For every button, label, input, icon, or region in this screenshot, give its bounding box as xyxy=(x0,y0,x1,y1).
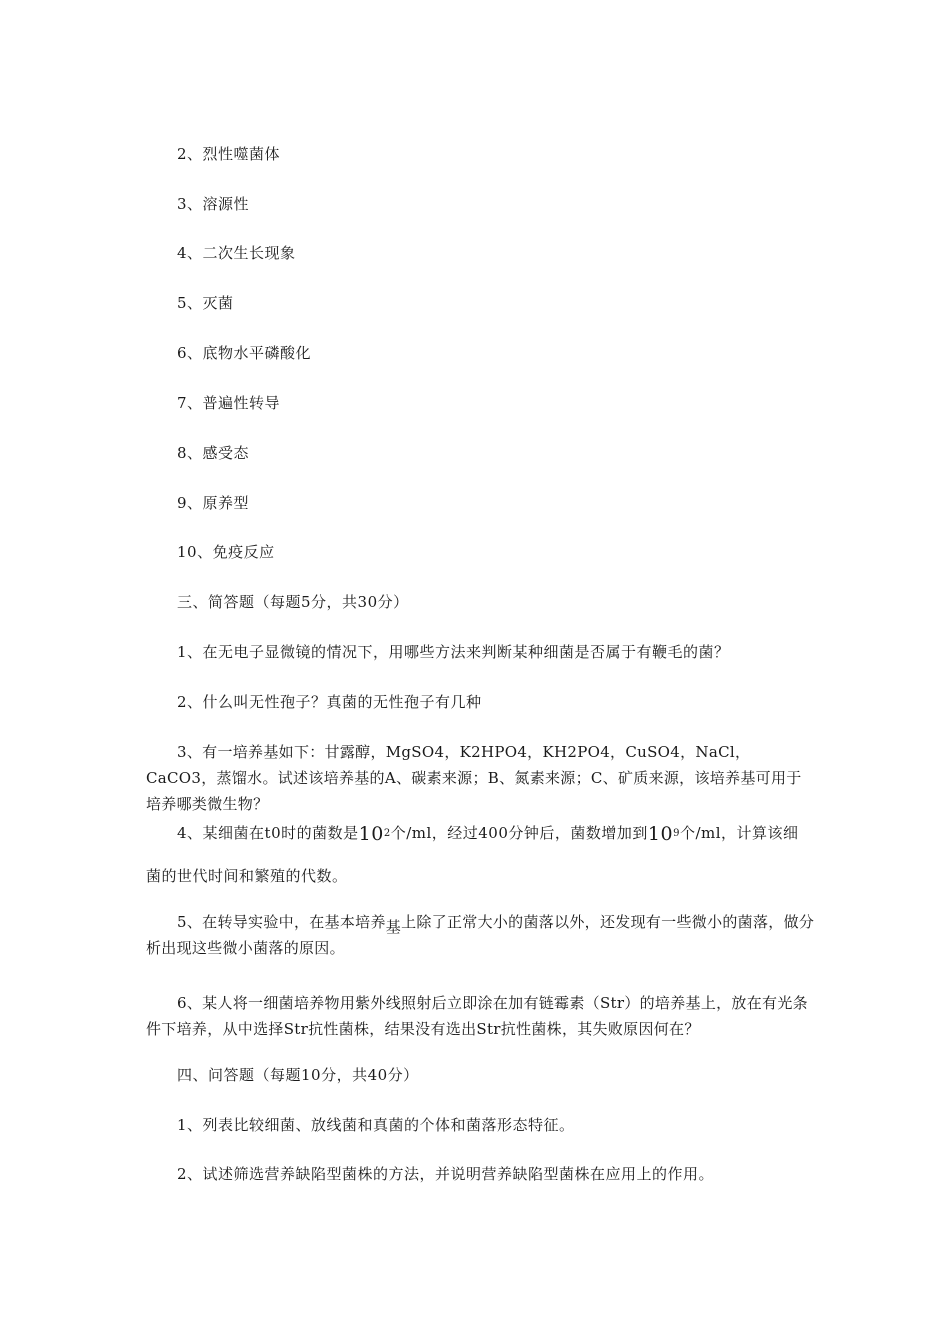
q4-text-3: 个/ml，计算该细 xyxy=(679,824,799,842)
q4-base-1: 10 xyxy=(358,823,384,845)
section4-q2: 2、试述筛选营养缺陷型菌株的方法，并说明营养缺陷型菌株在应用上的作用。 xyxy=(177,1165,715,1183)
section3-q3: 3、有一培养基如下：甘露醇，MgSO4，K2HPO4，KH2PO4，CuSO4，NaCl，CaCO3，蒸馏水。试述该培养基的A、碳素来源；B、氮素来源；C、矿质来源，该培养基可用于培养哪类微生物？ xyxy=(146,743,802,813)
q4-text-2: 个/ml，经过400分钟后，菌数增加到 xyxy=(390,824,648,842)
q4-power-2 xyxy=(648,823,680,845)
q4-power-1 xyxy=(359,823,391,845)
q4-text-1: 4、某细菌在t0时的菌数是 xyxy=(177,824,359,842)
term-6: 6、底物水平磷酸化 xyxy=(177,344,312,362)
q4-exp-2: 9 xyxy=(673,828,680,839)
term-9: 9、原养型 xyxy=(177,494,250,512)
term-8: 8、感受态 xyxy=(177,444,250,462)
q4-base-2: 10 xyxy=(647,823,674,845)
section4-heading: 四、问答题（每题10分，共40分） xyxy=(177,1066,419,1084)
q5-char: 基 xyxy=(385,918,402,936)
section3-q4-line2: 菌的世代时间和繁殖的代数。 xyxy=(146,867,348,885)
term-5: 5、灭菌 xyxy=(177,294,234,312)
q4-exp-1: 2 xyxy=(383,828,391,839)
section3-q6: 6、某人将一细菌培养物用紫外线照射后立即涂在加有链霉素（Str）的培养基上，放在有光条件下培养，从中选择Str抗性菌株，结果没有选出Str抗性菌株，其失败原因何在？ xyxy=(146,994,808,1038)
term-3: 3、溶源性 xyxy=(177,195,250,213)
section3-heading: 三、简答题（每题5分，共30分） xyxy=(177,593,409,611)
term-4: 4、二次生长现象 xyxy=(177,244,296,262)
q5-text-1: 5、在转导实验中，在基本培养 xyxy=(177,913,386,931)
section3-q2: 2、什么叫无性孢子？真菌的无性孢子有几种 xyxy=(177,693,482,711)
section3-q1: 1、在无电子显微镜的情况下，用哪些方法来判断某种细菌是否属于有鞭毛的菌？ xyxy=(177,643,730,661)
section3-q4-line1 xyxy=(177,822,799,846)
q5-text-2: 上除了正常大小的菌落以外，还发现有一些微小的菌落，做分析出现这些微小菌落的原因。 xyxy=(146,913,815,957)
term-7: 7、普遍性转导 xyxy=(177,394,281,412)
section3-q5 xyxy=(146,909,816,961)
term-10: 10、免疫反应 xyxy=(177,543,275,561)
section4-q1: 1、列表比较细菌、放线菌和真菌的个体和菌落形态特征。 xyxy=(177,1116,575,1134)
term-2: 2、烈性噬菌体 xyxy=(177,145,281,163)
